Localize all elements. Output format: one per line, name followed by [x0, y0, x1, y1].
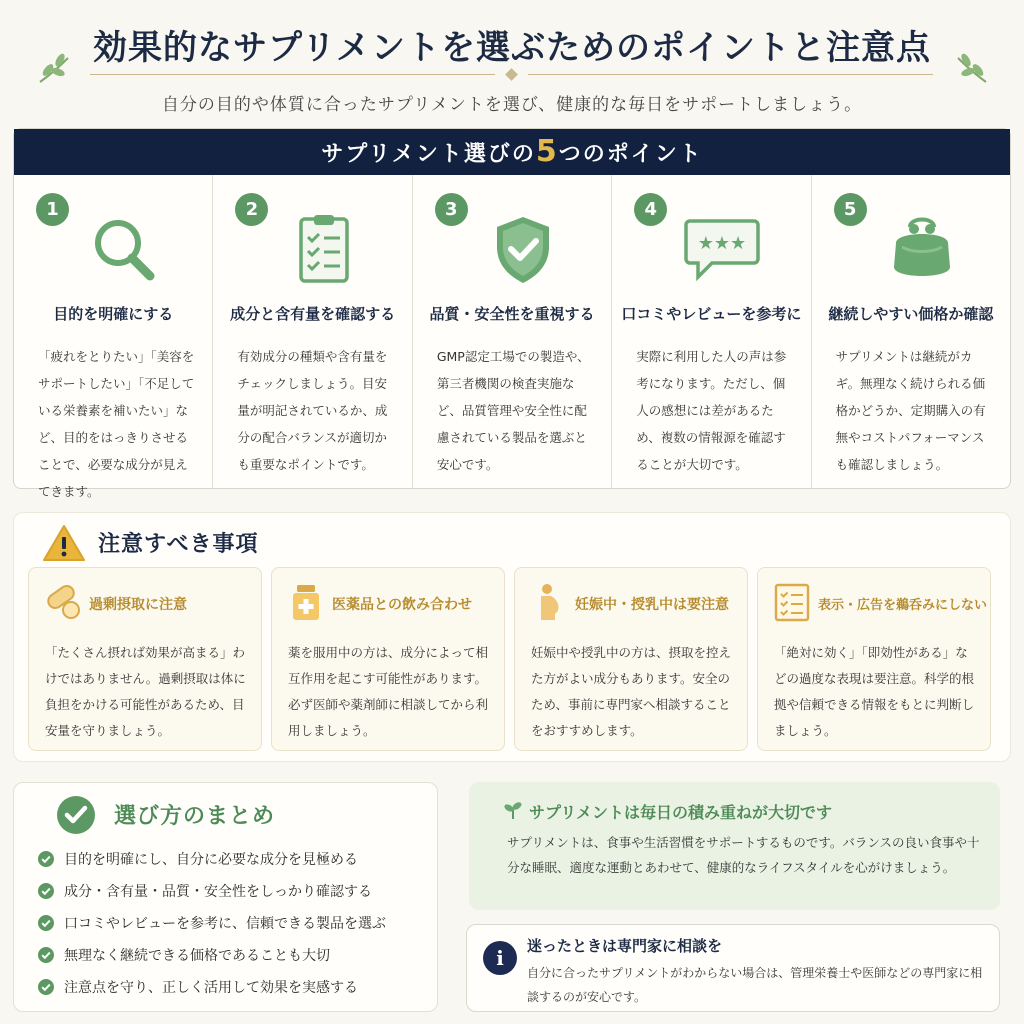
check-bullet-icon	[38, 915, 54, 931]
caution-card-text: 妊娠中や授乳中の方は、摂取を控えた方がよい成分もあります。安全のため、事前に専門家へ相談することをおすすめします。	[531, 645, 732, 738]
clipboard-checklist-icon	[283, 213, 363, 285]
caution-card-drug-interaction	[271, 567, 505, 751]
magnifier-icon	[84, 213, 164, 285]
point-description: サプリメントは継続がカギ。無理なく続けられる価格かどうか、定期購入の有無やコストパフォーマンスも確認しましょう。	[835, 349, 986, 472]
review-stars-bubble-icon	[682, 213, 762, 285]
summary-panel	[13, 782, 438, 1012]
point-card-5	[812, 175, 1010, 488]
five-points-panel	[13, 128, 1011, 499]
summary-list	[38, 843, 431, 1003]
check-bullet-icon	[38, 883, 54, 899]
summary-heading: 選び方のまとめ	[114, 804, 276, 829]
caution-card-pregnancy	[514, 567, 748, 751]
list-item	[38, 843, 431, 875]
caution-card-title: 医薬品との飲み合わせ	[332, 597, 472, 613]
title-divider	[90, 74, 495, 75]
point-number-badge: 5	[834, 193, 867, 226]
summary-item-text: 目的を明確にし、自分に必要な成分を見極める	[64, 852, 358, 868]
pregnant-woman-icon	[529, 582, 569, 622]
list-item	[38, 971, 431, 1003]
point-description: GMP認定工場での製造や、第三者機関の検査実施など、品質管理や安全性に配慮されている製品を選ぶと安心です。	[436, 349, 590, 472]
summary-item-text: 注意点を守り、正しく活用して効果を実感する	[64, 980, 358, 996]
summary-item-text: 口コミやレビューを参考に、信頼できる製品を選ぶ	[64, 916, 386, 932]
caution-card-advertising	[757, 567, 991, 751]
document-list-icon	[772, 582, 812, 622]
list-item	[38, 939, 431, 971]
point-card-4	[612, 175, 811, 488]
point-description: 有効成分の種類や含有量をチェックしましょう。目安量が明記されているか、成分の配合バランスが適切かも重要なポイントです。	[237, 349, 388, 472]
info-icon: i	[483, 941, 517, 975]
heading-suffix: つのポイント	[558, 142, 703, 167]
consult-expert-box	[466, 924, 1000, 1012]
consult-text: 自分に合ったサプリメントがわからない場合は、管理栄養士や医師などの専門家に相談するのが安心です。	[527, 966, 983, 1004]
medicine-bottle-icon	[286, 582, 326, 622]
point-number-badge: 2	[235, 193, 268, 226]
point-card-1	[14, 175, 213, 499]
point-title: 成分と含有量を確認する	[230, 305, 396, 323]
check-bullet-icon	[38, 851, 54, 867]
page-title: 効果的なサプリメントを選ぶためのポイントと注意点	[93, 28, 931, 68]
caution-card-title: 表示・広告を鵜呑みにしない	[818, 598, 988, 613]
warning-triangle-icon	[42, 523, 86, 563]
page-subtitle: 自分の目的や体質に合ったサプリメントを選び、健康的な毎日をサポートしましょう。	[161, 95, 863, 115]
point-number-badge: 3	[435, 193, 468, 226]
point-card-3	[413, 175, 612, 488]
caution-heading: 注意すべき事項	[98, 532, 259, 557]
point-number-badge: 4	[634, 193, 667, 226]
caution-card-title: 過剰摂取に注意	[89, 597, 187, 613]
list-item	[38, 907, 431, 939]
point-title: 品質・安全性を重視する	[429, 305, 595, 323]
sprout-icon	[503, 800, 523, 820]
check-circle-icon	[56, 795, 96, 835]
point-title: 口コミやレビューを参考に	[621, 305, 802, 323]
capsule-pill-icon	[43, 582, 83, 622]
points-row	[14, 175, 1010, 499]
point-card-2	[213, 175, 412, 488]
daily-habit-text: サプリメントは、食事や生活習慣をサポートするものです。バランスの良い食事や十分な睡眠、適度な運動とあわせて、健康的なライフスタイルを心がけましょう。	[507, 835, 980, 875]
caution-card-text: 薬を服用中の方は、成分によって相互作用を起こす可能性があります。必ず医師や薬剤師に相談してから利用しましょう。	[288, 645, 489, 738]
caution-card-text: 「たくさん摂れば効果が高まる」わけではありません。過剰摂取は体に負担をかける可能性があるため、目安量を守りましょう。	[45, 645, 246, 738]
heading-prefix: サプリメント選びの	[321, 142, 536, 167]
five-points-heading	[14, 129, 1010, 175]
point-number-badge: 1	[36, 193, 69, 226]
daily-habit-box	[469, 782, 1000, 910]
consult-title: 迷ったときは専門家に相談を	[527, 937, 723, 955]
list-item	[38, 875, 431, 907]
caution-card-overdose	[28, 567, 262, 751]
title-divider-ornament	[505, 68, 518, 81]
summary-item-text: 無理なく継続できる価格であることも大切	[64, 948, 330, 964]
caution-panel	[13, 512, 1011, 762]
point-title: 継続しやすい価格か確認	[828, 305, 994, 323]
coin-purse-icon	[882, 213, 962, 285]
point-description: 「疲れをとりたい」「美容をサポートしたい」「不足している栄養素を補いたい」など、目的をはっきりさせることで、必要な成分が見えてきます。	[38, 349, 195, 499]
daily-habit-title: サプリメントは毎日の積み重ねが大切です	[529, 803, 833, 822]
point-description: 実際に利用した人の声は参考になります。ただし、個人の感想には差があるため、複数の情報源を確認することが大切です。	[636, 349, 787, 472]
summary-item-text: 成分・含有量・品質・安全性をしっかり確認する	[64, 884, 372, 900]
title-divider	[528, 74, 933, 75]
check-bullet-icon	[38, 947, 54, 963]
heading-number: 5	[535, 134, 559, 169]
point-title: 目的を明確にする	[53, 305, 174, 323]
page-header	[0, 0, 1024, 125]
shield-check-icon	[483, 213, 563, 285]
check-bullet-icon	[38, 979, 54, 995]
svg-text:★★★: ★★★	[698, 233, 747, 254]
caution-card-text: 「絶対に効く」「即効性がある」などの過度な表現は要注意。科学的根拠や信頼できる情報をもとに判断しましょう。	[774, 645, 975, 738]
caution-card-title: 妊娠中・授乳中は要注意	[575, 597, 729, 613]
